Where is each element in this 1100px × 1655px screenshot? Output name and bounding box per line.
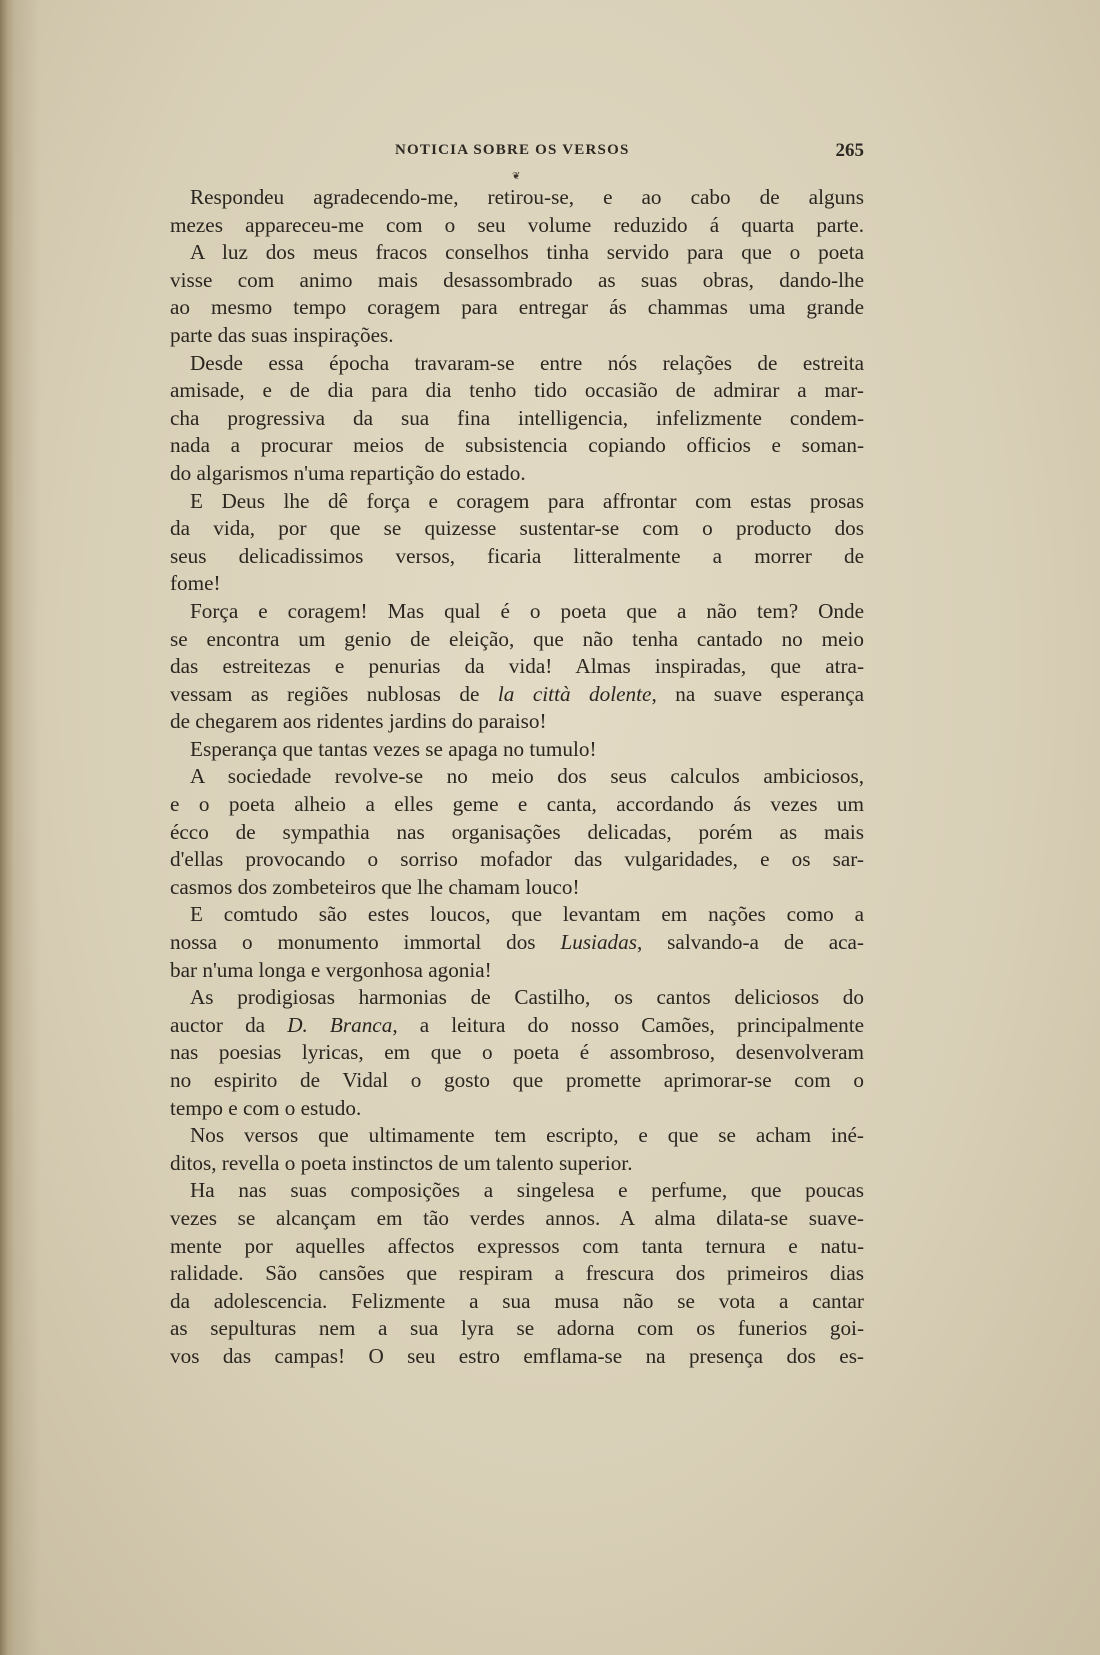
text-segment: , salvando-a de aca- — [636, 930, 864, 955]
text-line: A sociedade revolve-se no meio dos seus calculos ambiciosos, — [190, 764, 864, 789]
text-line: Ha nas suas composições a singelesa e perfume, que poucas — [190, 1178, 864, 1203]
text-line: cha progressiva da sua fina intelligencia, infelizmente condem- — [170, 405, 864, 430]
text-line: amisade, e de dia para dia tenho tido occasião de admirar a mar- — [170, 378, 864, 403]
text-line: Força e coragem! Mas qual é o poeta que a não tem? Onde — [190, 598, 864, 623]
running-title: NOTICIA SOBRE OS VERSOS — [395, 142, 630, 158]
text-line: ao mesmo tempo coragem para entregar ás chammas uma grande — [170, 295, 864, 320]
text-line: fome! — [170, 571, 221, 596]
text-line: de chegarem aos ridentes jardins do paraiso! — [170, 709, 547, 734]
text-line: casmos dos zombeteiros que lhe chamam louco! — [170, 874, 580, 899]
text-line — [170, 681, 864, 709]
italic-title: Lusiadas — [560, 930, 637, 955]
text-line: Esperança que tantas vezes se apaga no tumulo! — [190, 736, 597, 761]
text-line: parte das suas inspirações. — [170, 322, 394, 347]
text-line: mente por aquelles affectos expressos com tanta ternura e natu- — [170, 1233, 864, 1258]
text-line: Desde essa épocha travaram-se entre nós relações de estreita — [190, 350, 864, 375]
text-line: ralidade. São cansões que respiram a frescura dos primeiros dias — [170, 1261, 864, 1286]
text-line — [170, 1012, 864, 1040]
text-line: Nos versos que ultimamente tem escripto, e que se acham iné- — [190, 1123, 864, 1148]
text-line: e o poeta alheio a elles geme e canta, accordando ás vezes um — [170, 792, 864, 817]
page-binding-edge — [0, 0, 14, 1655]
italic-quote: la città dolente — [497, 681, 652, 706]
text-line: da vida, por que se quizesse sustentar-se com o producto dos — [170, 516, 864, 541]
text-line: A luz dos meus fracos conselhos tinha servido para que o poeta — [190, 240, 864, 265]
text-line — [170, 929, 864, 957]
text-segment: vessam as regiões nublosas de — [170, 681, 498, 706]
text-line: d'ellas provocando o sorriso mofador das vulgaridades, e os sar- — [170, 847, 864, 872]
text-line: ditos, revella o poeta instinctos de um talento superior. — [170, 1150, 633, 1175]
text-segment: auctor da — [170, 1012, 288, 1037]
text-line: no espirito de Vidal o gosto que promette aprimorar-se com o — [170, 1068, 864, 1092]
text-line: E Deus lhe dê força e coragem para affrontar com estas prosas — [190, 488, 864, 513]
text-line: do algarismos n'uma repartição do estado. — [170, 460, 526, 485]
text-line: vezes se alcançam em tão verdes annos. A alma dilata-se suave- — [170, 1205, 864, 1230]
text-line: seus delicadissimos versos, ficaria litteralmente a morrer de — [170, 543, 864, 568]
text-line: nada a procurar meios de subsistencia copiando officios e soman- — [170, 433, 864, 458]
text-line: As prodigiosas harmonias de Castilho, os cantos deliciosos do — [190, 985, 864, 1010]
page-number: 265 — [835, 140, 864, 161]
text-line: Respondeu agradecendo-me, retirou-se, e ao cabo de alguns — [190, 185, 864, 209]
text-segment: , a leitura do nosso Camões, principalmente — [392, 1012, 864, 1037]
text-line: nas poesias lyricas, em que o poeta é assombroso, desenvolveram — [170, 1040, 864, 1065]
italic-title: D. Branca — [287, 1012, 393, 1037]
text-line: mezes appareceu-me com o seu volume reduzido á quarta parte. — [170, 212, 864, 237]
body-text — [170, 184, 864, 1371]
text-line: écco de sympathia nas organisações delicadas, porém as mais — [170, 819, 864, 844]
text-line: se encontra um genio de eleição, que não tenha cantado no meio — [170, 626, 864, 651]
text-line: as sepulturas nem a sua lyra se adorna com os funerios goi- — [170, 1316, 864, 1341]
text-line: bar n'uma longa e vergonhosa agonia! — [170, 957, 492, 982]
text-line: E comtudo são estes loucos, que levantam em nações como a — [190, 902, 864, 927]
page-header — [170, 142, 864, 166]
text-line: tempo e com o estudo. — [170, 1095, 362, 1120]
text-segment: nossa o monumento immortal dos — [170, 930, 561, 955]
text-line: visse com animo mais desassombrado as suas obras, dando-lhe — [170, 267, 864, 292]
text-line: da adolescencia. Felizmente a sua musa não se vota a cantar — [170, 1288, 864, 1313]
text-line: das estreitezas e penurias da vida! Almas inspiradas, que atra- — [170, 654, 864, 679]
text-segment: , na suave esperança — [651, 681, 865, 706]
ornament-mark: ❦ — [512, 171, 521, 182]
text-line: vos das campas! O seu estro emflama-se na presença dos es- — [170, 1343, 864, 1368]
